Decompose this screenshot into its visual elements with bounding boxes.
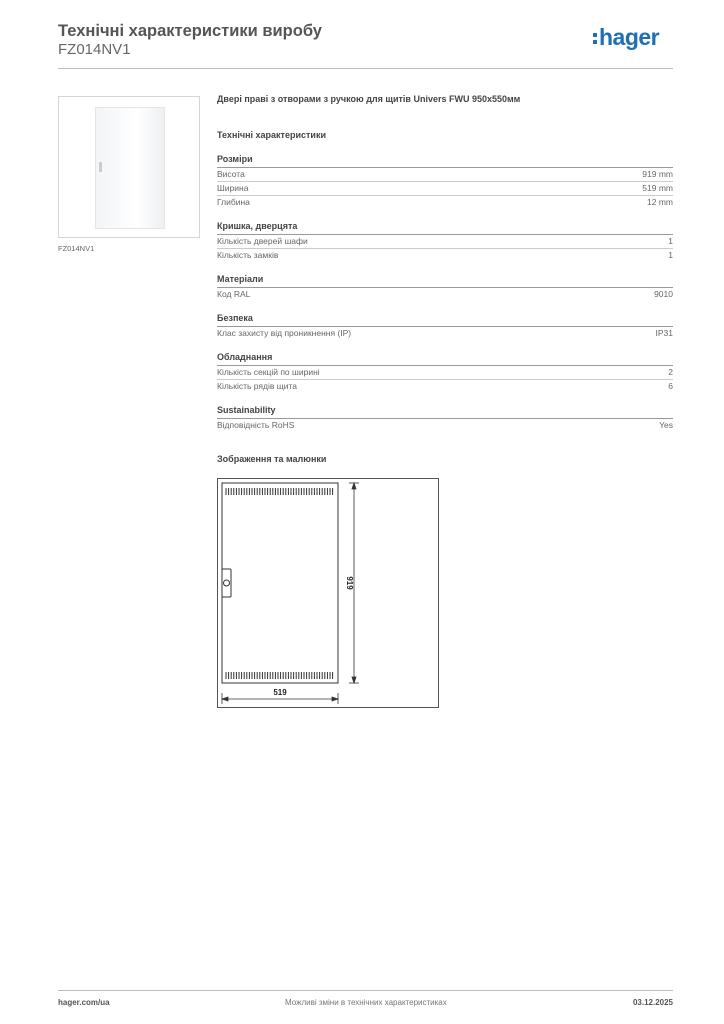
spec-label: Висота <box>217 169 245 179</box>
footer-note: Можливі зміни в технічних характеристиках <box>285 998 447 1007</box>
spec-row <box>217 288 673 301</box>
vent-slots-top <box>226 488 333 495</box>
width-label: 519 <box>273 688 287 697</box>
product-code: FZ014NV1 <box>58 41 131 58</box>
spec-value: IP31 <box>655 328 673 338</box>
section-title: Обладнання <box>217 352 673 366</box>
spec-label: Глибина <box>217 197 250 207</box>
door-latch <box>99 162 102 172</box>
footer-date: 03.12.2025 <box>632 998 673 1007</box>
spec-label: Кількість замків <box>217 250 279 260</box>
spec-value: 2 <box>668 367 673 377</box>
spec-value: 519 mm <box>642 183 673 193</box>
spec-section-cover <box>217 221 673 262</box>
spec-section-dimensions <box>217 154 673 209</box>
door-handle-icon <box>222 569 231 597</box>
spec-row <box>217 168 673 182</box>
spec-value: 12 mm <box>647 197 673 207</box>
product-title: Двері праві з отворами з ручкою для щитів Univers FWU 950x550мм <box>217 94 521 104</box>
spec-row <box>217 249 673 262</box>
spec-value: 9010 <box>654 289 673 299</box>
spec-label: Кількість дверей шафи <box>217 236 308 246</box>
section-title: Розміри <box>217 154 673 168</box>
section-title: Безпека <box>217 313 673 327</box>
spec-row <box>217 380 673 393</box>
images-heading: Зображення та малюнки <box>217 454 327 464</box>
logo-text: hager <box>599 24 660 50</box>
spec-row <box>217 419 673 432</box>
spec-section-safety <box>217 313 673 340</box>
footer-divider <box>58 990 673 991</box>
page-title: Технічні характеристики виробу <box>58 22 322 40</box>
spec-row <box>217 327 673 340</box>
door-drawing-svg <box>218 479 438 707</box>
spec-label: Ширина <box>217 183 249 193</box>
spec-content <box>217 94 673 464</box>
spec-label: Кількість рядів щита <box>217 381 297 391</box>
spec-value: Yes <box>659 420 673 430</box>
spec-label: Клас захисту від проникнення (IP) <box>217 328 352 338</box>
header-divider <box>58 68 673 69</box>
height-label: 919 <box>345 576 354 590</box>
spec-section-materials <box>217 274 673 301</box>
spec-row <box>217 366 673 380</box>
spec-row <box>217 196 673 209</box>
section-title: Sustainability <box>217 405 673 419</box>
spec-section-equipment <box>217 352 673 393</box>
spec-value: 1 <box>668 236 673 246</box>
spec-label: Відповідність RoHS <box>217 420 295 430</box>
spec-section-sustainability <box>217 405 673 432</box>
section-title: Матеріали <box>217 274 673 288</box>
spec-value: 919 mm <box>642 169 673 179</box>
spec-value: 1 <box>668 250 673 260</box>
spec-row <box>217 182 673 196</box>
spec-row <box>217 235 673 249</box>
door-outline <box>222 483 338 683</box>
spec-label: Код RAL <box>217 289 251 299</box>
section-title: Кришка, дверцята <box>217 221 673 235</box>
hager-logo <box>593 26 659 49</box>
door-image <box>95 107 165 229</box>
specs-heading: Технічні характеристики <box>217 130 326 140</box>
spec-value: 6 <box>668 381 673 391</box>
vent-slots-bottom <box>226 672 333 679</box>
technical-drawing <box>217 478 439 708</box>
thumbnail-caption: FZ014NV1 <box>58 244 95 253</box>
footer-website-link[interactable]: hager.com/ua <box>58 998 110 1007</box>
product-thumbnail <box>58 96 200 238</box>
spec-label: Кількість секцій по ширині <box>217 367 320 377</box>
